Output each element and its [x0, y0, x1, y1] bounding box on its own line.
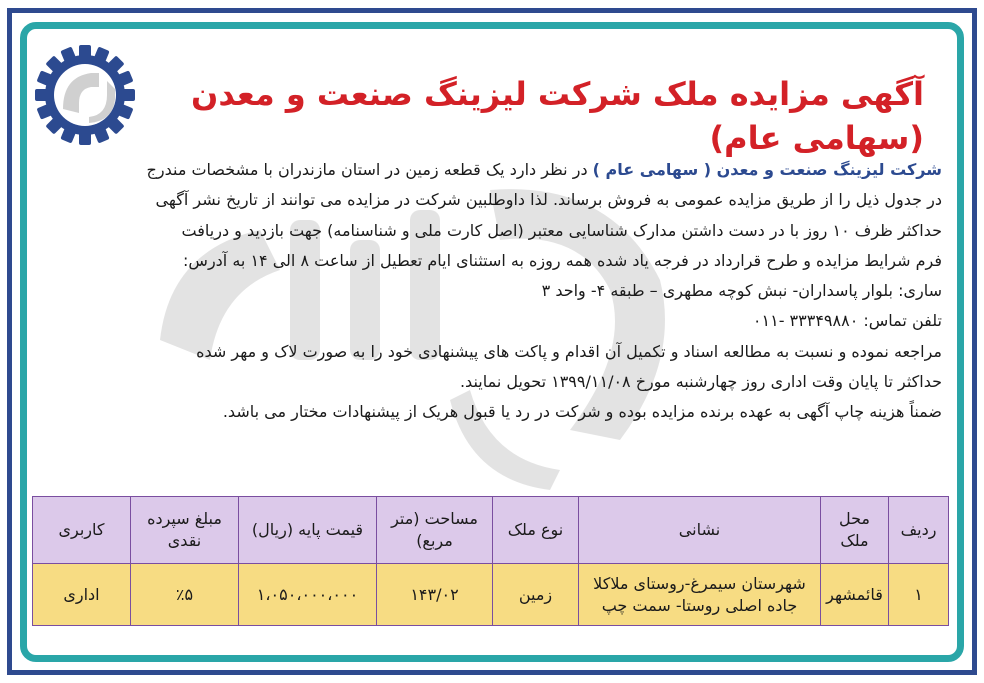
header-deposit: مبلغ سپرده نقدی — [131, 497, 239, 564]
notice-body — [40, 155, 942, 428]
notice-line-1 — [40, 155, 942, 185]
company-name: شرکت لیزینگ صنعت و معدن ( سهامی عام ) — [592, 160, 942, 179]
notice-line-1-rest: در نظر دارد یک قطعه زمین در استان مازندران با مشخصات مندرج — [146, 160, 593, 179]
table-row — [33, 564, 949, 626]
notice-line-9: ضمناً هزینه چاپ آگهی به عهده برنده مزایده بوده و شرکت در رد یا قبول هریک از پیشنهادات مختار می باشد. — [222, 402, 942, 422]
notice-line-4: فرم شرایط مزایده و طرح قرارداد در فرجه یاد شده همه روزه به استثنای ایام تعطیل از ساعت ۸ الی ۱۴ به آدرس: — [183, 250, 942, 270]
cell-area: ۱۴۳/۰۲ — [377, 564, 493, 626]
gear-logo-icon — [33, 43, 137, 147]
cell-base-price: ۱،۰۵۰،۰۰۰،۰۰۰ — [239, 564, 377, 626]
notice-line-8: حداکثر تا پایان وقت اداری روز چهارشنبه مورخ ۱۳۹۹/۱۱/۰۸ تحویل نمایند. — [459, 372, 942, 392]
header-base-price: قیمت پایه (ریال) — [239, 497, 377, 564]
cell-row-number: ۱ — [889, 564, 949, 626]
header-row-number: ردیف — [889, 497, 949, 564]
notice-address: ساری: بلوار پاسداران- نبش کوچه مطهری – طبقه ۴- واحد ۳ — [541, 281, 942, 301]
cell-deposit: ٪۵ — [131, 564, 239, 626]
header-usage: کاربری — [33, 497, 131, 564]
cell-usage: اداری — [33, 564, 131, 626]
table-header-row — [33, 497, 949, 564]
notice-phone: تلفن تماس: ۳۳۳۴۹۸۸۰ -۰۱۱ — [752, 311, 942, 331]
cell-address: شهرستان سیمرغ-روستای ملاکلا جاده اصلی روستا- سمت چپ — [579, 564, 821, 626]
notice-title: آگهی مزایده ملک شرکت لیزینگ صنعت و معدن (سهامی عام) — [191, 75, 924, 157]
notice-line-2: در جدول ذیل را از طریق مزایده عمومی به فروش برساند. لذا داوطلبین شرکت در مزایده می توانند از تاریخ نشر آگهی — [155, 190, 942, 210]
header-property-type: نوع ملک — [493, 497, 579, 564]
auction-table — [32, 496, 949, 626]
header-address: نشانی — [579, 497, 821, 564]
header-area: مساحت (متر مربع) — [377, 497, 493, 564]
header-location: محل ملک — [821, 497, 889, 564]
cell-property-type: زمین — [493, 564, 579, 626]
notice-line-7: مراجعه نموده و نسبت به مطالعه اسناد و تکمیل آن اقدام و پاکت های پیشنهادی خود را به صورت لاک و مهر شده — [196, 341, 942, 361]
notice-line-3: حداکثر ظرف ۱۰ روز با در دست داشتن مدارک شناسایی معتبر (اصل کارت ملی و شناسنامه) جهت بازدید و دریافت — [181, 220, 942, 240]
cell-location: قائمشهر — [821, 564, 889, 626]
